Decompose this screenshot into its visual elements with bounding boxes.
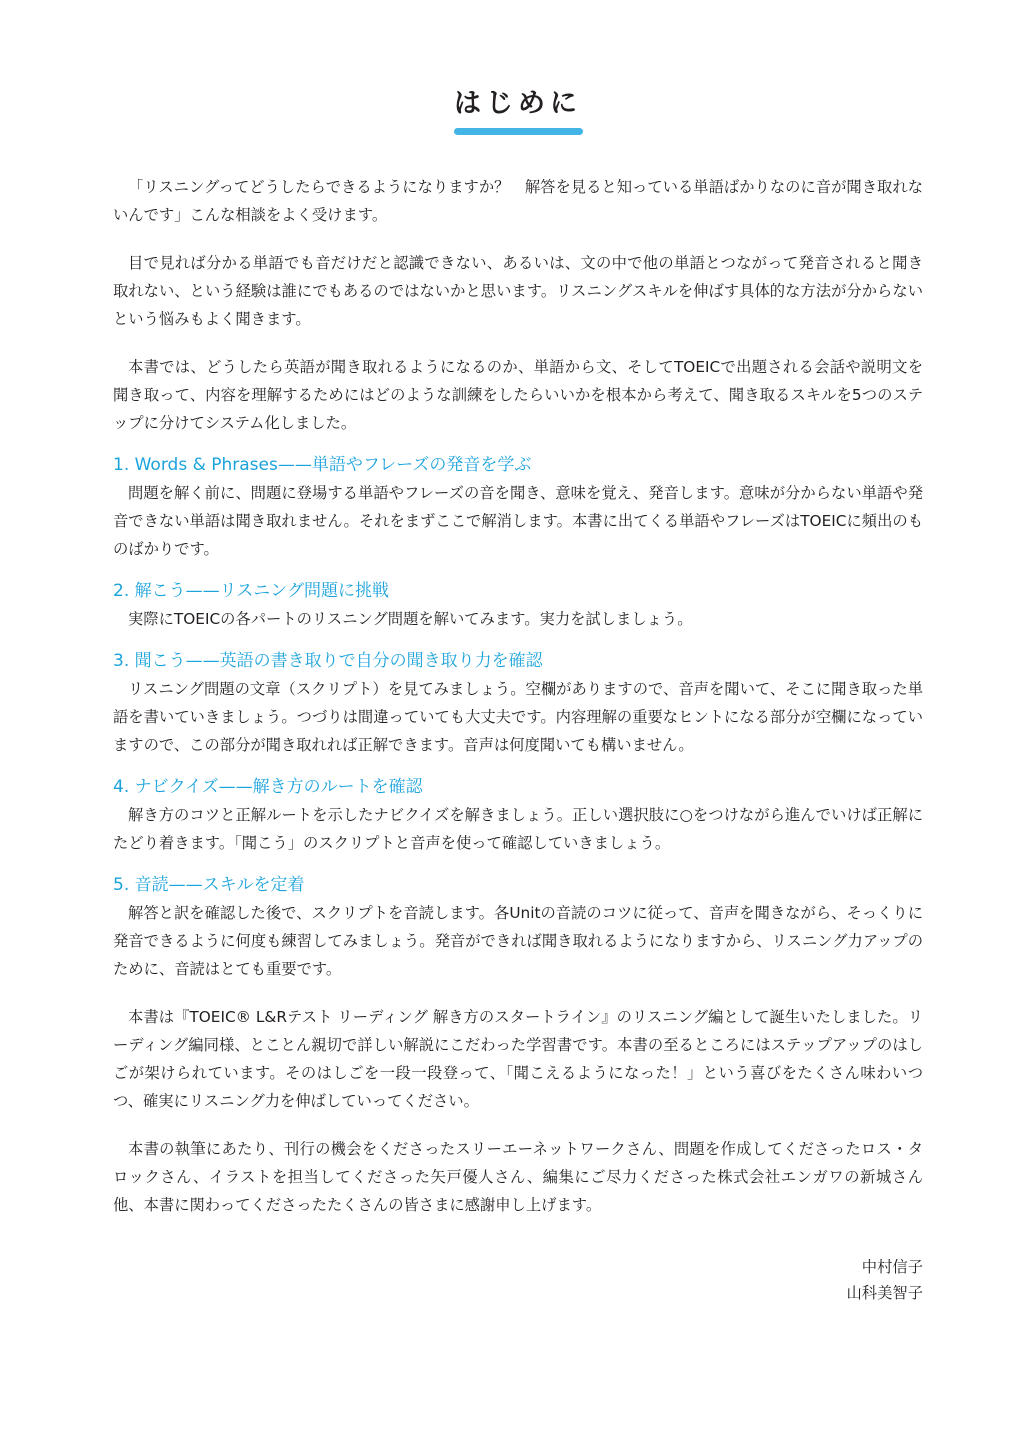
author-signature — [847, 1254, 924, 1306]
step-body-3: リスニング問題の文章（スクリプト）を見てみましょう。空欄がありますので、音声を聞いて、そこに聞き取った単語を書いていきましょう。つづりは間違っていても大丈夫です。内容理解の重要なヒントになる部分が空欄になっていますので、この部分が聞き取れれば正解できます。音声は何度聞いても構いません。 — [113, 680, 923, 754]
step-heading-5: 5. 音読——スキルを定着 — [113, 875, 305, 895]
content — [113, 173, 923, 1219]
author-name-2: 山科美智子 — [846, 1284, 923, 1302]
step-body-2: 実際にTOEICの各パートのリスニング問題を解いてみます。実力を試しましょう。 — [128, 610, 693, 628]
title-underline — [454, 128, 583, 135]
step-body-1: 問題を解く前に、問題に登場する単語やフレーズの音を聞き、意味を覚え、発音します。意味が分からない単語や発音できない単語は聞き取れません。それをまずここで解消します。本書に出てくる単語やフレーズはTOEICに頻出のものばかりです。 — [113, 484, 923, 558]
step-body-4: 解き方のコツと正解ルートを示したナビクイズを解きましょう。正しい選択肢に○をつけながら進んでいけば正解にたどり着きます。「聞こう」のスクリプトと音声を使って確認していきましょう。 — [113, 806, 923, 852]
step-heading-4: 4. ナビクイズ——解き方のルートを確認 — [113, 777, 423, 797]
step-body-5: 解答と訳を確認した後で、スクリプトを音読します。各Unitの音読のコツに従って、音声を聞きながら、そっくりに発音できるように何度も練習してみましょう。発音ができれば聞き取れるようになりますから、リスニング力アップのために、音読はとても重要です。 — [113, 904, 923, 978]
intro-paragraph-2: 目で見れば分かる単語でも音だけだと認識できない、あるいは、文の中で他の単語とつながって発音されると聞き取れない、という経験は誰にでもあるのではないかと思います。リスニングスキルを伸ばす具体的な方法が分からないという悩みもよく聞きます。 — [113, 254, 923, 328]
step-heading-3: 3. 聞こう——英語の書き取りで自分の聞き取り力を確認 — [113, 651, 543, 671]
title-block — [113, 84, 923, 124]
page-title: はじめに — [454, 88, 582, 119]
intro-paragraph-1: 「リスニングってどうしたらできるようになりますか？ 解答を見ると知っている単語ばかりなのに音が聞き取れないんです」こんな相談をよく受けます。 — [113, 178, 923, 224]
closing-paragraph-1: 本書は『TOEIC® L&Rテスト リーディング 解き方のスタートライン』のリスニング編として誕生いたしました。リーディング編同様、とことん親切で詳しい解説にこだわった学習書です。本書の至るところにはステップアップのはしごが架けられています。そのはしごを一段一段登って、「聞こえるようになった！」という喜びをたくさん味わいつつ、確実にリスニング力を伸ばしていってください。 — [113, 1008, 923, 1110]
step-heading-1: 1. Words & Phrases——単語やフレーズの発音を学ぶ — [113, 455, 532, 475]
step-heading-2: 2. 解こう——リスニング問題に挑戦 — [113, 581, 389, 601]
intro-paragraph-3: 本書では、どうしたら英語が聞き取れるようになるのか、単語から文、そしてTOEICで出題される会話や説明文を聞き取って、内容を理解するためにはどのような訓練をしたらいいかを根本から考えて、聞き取るスキルを5つのステップに分けてシステム化しました。 — [113, 358, 923, 432]
author-name-1: 中村信子 — [861, 1258, 923, 1276]
closing-paragraph-2: 本書の執筆にあたり、刊行の機会をくださったスリーエーネットワークさん、問題を作成してくださったロス・タロックさん、イラストを担当してくださった矢戸優人さん、編集にご尽力くださった株式会社エンガワの新城さん他、本書に関わってくださったたくさんの皆さまに感謝申し上げます。 — [113, 1140, 923, 1214]
